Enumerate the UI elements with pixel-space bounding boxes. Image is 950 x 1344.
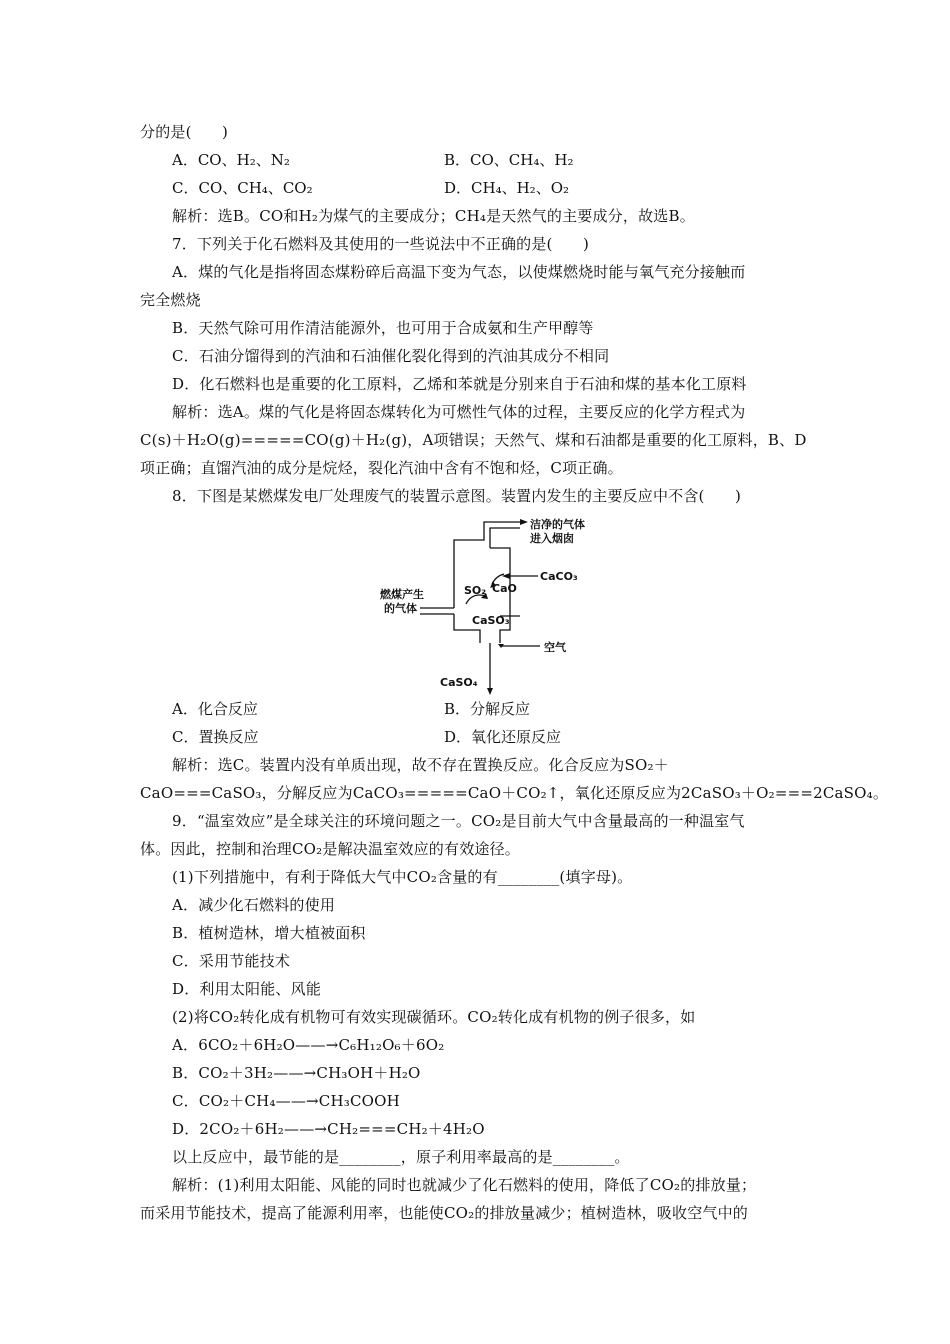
option-a: A．6CO₂＋6H₂O——→C₆H₁₂O₆＋6O₂	[172, 1036, 445, 1054]
option-c: C．CO₂＋CH₄——→CH₃COOH	[172, 1092, 400, 1110]
analysis-line: 解析：(1)利用太阳能、风能的同时也就减少了化石燃料的使用，降低了CO₂的排放量；	[172, 1176, 757, 1194]
option-a: A．煤的气化是指将固态煤粉碎后高温下变为气态，以使煤燃烧时能与氧气充分接触而	[172, 263, 746, 281]
sub-question-2: (2)将CO₂转化成有机物可有效实现碳循环。CO₂转化成有机物的例子很多，如	[172, 1008, 696, 1026]
fuel-gas-label: 燃煤产生	[380, 588, 424, 601]
caco3-label: CaCO₃	[540, 570, 578, 583]
cao-label: CaO	[492, 582, 517, 595]
option-c: C．石油分馏得到的汽油和石油催化裂化得到的汽油其成分不相同	[172, 347, 610, 365]
option-c: C．CO、CH₄、CO₂	[172, 179, 313, 197]
flue-gas-apparatus-diagram	[380, 508, 630, 698]
question-8: 8．下图是某燃煤发电厂处理废气的装置示意图。装置内发生的主要反应中不含( )	[172, 487, 742, 505]
fuel-gas-label-2: 的气体	[384, 602, 417, 615]
option-d: D．氧化还原反应	[444, 728, 562, 746]
text-line: 分的是( )	[140, 123, 229, 141]
text-line: 体。因此，控制和治理CO₂是解决温室效应的有效途径。	[140, 840, 520, 858]
text-line: CaO===CaSO₃，分解反应为CaCO₃=====CaO＋CO₂↑，氧化还原反应为2CaSO₃＋O₂===2CaSO₄。	[140, 784, 889, 802]
clean-gas-label: 洁净的气体	[530, 518, 585, 531]
option-c: C．置换反应	[172, 728, 259, 746]
chimney-label: 进入烟囱	[530, 532, 574, 545]
question-7: 7．下列关于化石燃料及其使用的一些说法中不正确的是( )	[172, 235, 590, 253]
option-b: B．植树造林，增大植被面积	[172, 924, 366, 942]
option-b: B．CO、CH₄、H₂	[444, 151, 574, 169]
text-line: 以上反应中，最节能的是________，原子利用率最高的是________。	[172, 1148, 630, 1166]
caso4-label: CaSO₄	[440, 676, 478, 689]
text-line: 项正确；直馏汽油的成分是烷烃，裂化汽油中含有不饱和烃，C项正确。	[140, 459, 623, 477]
option-c: C．采用节能技术	[172, 952, 291, 970]
analysis-line: 解析：选C。装置内没有单质出现，故不存在置换反应。化合反应为SO₂＋	[172, 756, 669, 774]
option-b: B．分解反应	[444, 700, 531, 718]
option-a: A．化合反应	[172, 700, 258, 718]
analysis-line: 解析：选B。CO和H₂为煤气的主要成分；CH₄是天然气的主要成分，故选B。	[172, 207, 695, 225]
analysis-line: 解析：选A。煤的气化是将固态煤转化为可燃性气体的过程，主要反应的化学方程式为	[172, 403, 746, 421]
option-a: A．减少化石燃料的使用	[172, 896, 336, 914]
question-9: 9．“温室效应”是全球关注的环境问题之一。CO₂是目前大气中含量最高的一种温室气	[172, 812, 745, 830]
option-d: D．利用太阳能、风能	[172, 980, 322, 998]
sub-question-1: (1)下列措施中，有利于降低大气中CO₂含量的有________(填字母)。	[172, 868, 633, 886]
option-d: D．2CO₂＋6H₂——→CH₂===CH₂＋4H₂O	[172, 1120, 485, 1138]
option-d: D．CH₄、H₂、O₂	[444, 179, 570, 197]
option-d: D．化石燃料也是重要的化工原料，乙烯和苯就是分别来自于石油和煤的基本化工原料	[172, 375, 747, 393]
option-a: A．CO、H₂、N₂	[172, 151, 290, 169]
air-label: 空气	[544, 641, 566, 654]
option-b: B．CO₂＋3H₂——→CH₃OH＋H₂O	[172, 1064, 421, 1082]
text-line: 完全燃烧	[140, 291, 201, 309]
caso3-label: CaSO₃	[472, 614, 510, 627]
option-b: B．天然气除可用作清洁能源外，也可用于合成氨和生产甲醇等	[172, 319, 594, 337]
text-line: 而采用节能技术，提高了能源利用率，也能使CO₂的排放量减少；植树造林，吸收空气中的	[140, 1204, 748, 1222]
so2-label: SO₂	[464, 584, 487, 597]
text-line: C(s)＋H₂O(g)=====CO(g)＋H₂(g)，A项错误；天然气、煤和石油都是重要的化工原料，B、D	[140, 431, 807, 449]
